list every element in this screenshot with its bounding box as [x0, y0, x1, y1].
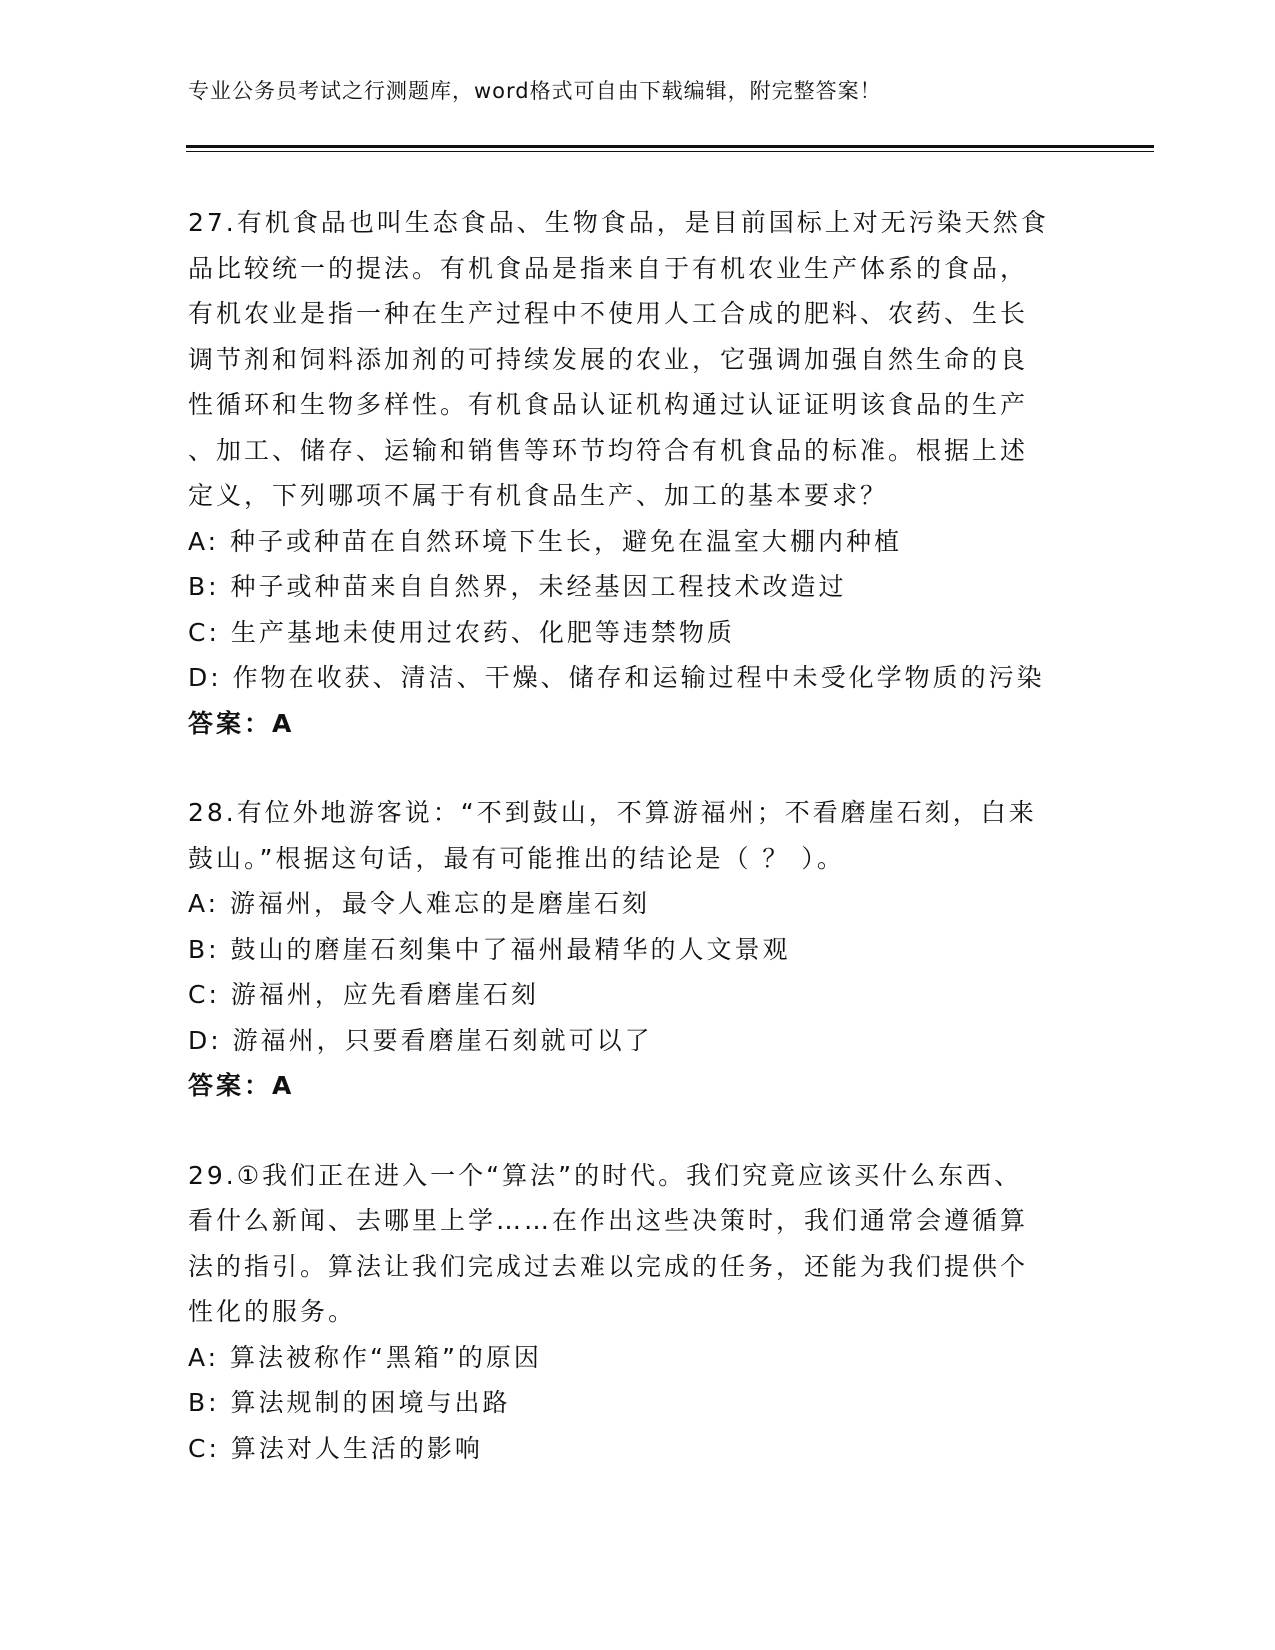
- option-c: C: 算法对人生活的影响: [188, 1433, 483, 1463]
- question-stem-line: 性化的服务。: [188, 1297, 357, 1326]
- answer-label: 答案：A: [188, 708, 295, 738]
- header-rule-thick: [186, 145, 1154, 148]
- option-a: A: 游福州，最令人难忘的是磨崖石刻: [188, 889, 651, 918]
- header-rule-thin: [186, 151, 1154, 152]
- option-b: B: 算法规制的困境与出路: [188, 1388, 511, 1417]
- question-stem-line: 定义，下列哪项不属于有机食品生产、加工的基本要求？: [188, 481, 889, 510]
- question-list: [188, 200, 1088, 1515]
- question-stem-line: 鼓山。”根据这句话，最有可能推出的结论是（ ？ ）。: [188, 843, 845, 873]
- option-d: D: 作物在收获、清洁、干燥、储存和运输过程中未受化学物质的污染: [188, 663, 1045, 692]
- page-header-text: 专业公务员考试之行测题库，word格式可自由下载编辑，附完整答案！: [188, 79, 882, 103]
- question-27: [188, 200, 1088, 746]
- question-stem-line: 27.有机食品也叫生态食品、生物食品，是目前国标上对无污染天然食: [188, 208, 1049, 237]
- option-b: B: 鼓山的磨崖石刻集中了福州最精华的人文景观: [188, 934, 791, 964]
- question-28: [188, 790, 1088, 1109]
- question-stem-line: 有机农业是指一种在生产过程中不使用人工合成的肥料、农药、生长: [188, 299, 1029, 328]
- question-stem-line: 调节剂和饲料添加剂的可持续发展的农业，它强调加强自然生命的良: [188, 344, 1029, 374]
- option-a: A: 算法被称作“黑箱”的原因: [188, 1342, 542, 1372]
- question-stem-line: 性循环和生物多样性。有机食品认证机构通过认证证明该食品的生产: [188, 390, 1029, 419]
- option-d: D: 游福州，只要看磨崖石刻就可以了: [188, 1025, 653, 1055]
- question-stem-line: 品比较统一的提法。有机食品是指来自于有机农业生产体系的食品，: [188, 253, 1029, 283]
- question-stem-line: 看什么新闻、去哪里上学……在作出这些决策时，我们通常会遵循算: [188, 1206, 1029, 1235]
- option-c: C: 生产基地未使用过农药、化肥等违禁物质: [188, 617, 735, 647]
- answer-label: 答案：A: [188, 1071, 295, 1100]
- option-b: B: 种子或种苗来自自然界，未经基因工程技术改造过: [188, 572, 847, 601]
- question-stem-line: 法的指引。算法让我们完成过去难以完成的任务，还能为我们提供个: [188, 1251, 1029, 1281]
- question-stem-line: 29.①我们正在进入一个“算法”的时代。我们究竟应该买什么东西、: [188, 1160, 1023, 1190]
- question-29: [188, 1153, 1088, 1472]
- option-c: C: 游福州，应先看磨崖石刻: [188, 980, 539, 1009]
- question-stem-line: 、加工、储存、运输和销售等环节均符合有机食品的标准。根据上述: [188, 435, 1029, 465]
- question-stem-line: 28.有位外地游客说：“不到鼓山，不算游福州；不看磨崖石刻，白来: [188, 798, 1037, 827]
- option-a: A: 种子或种苗在自然环境下生长，避免在温室大棚内种植: [188, 526, 903, 556]
